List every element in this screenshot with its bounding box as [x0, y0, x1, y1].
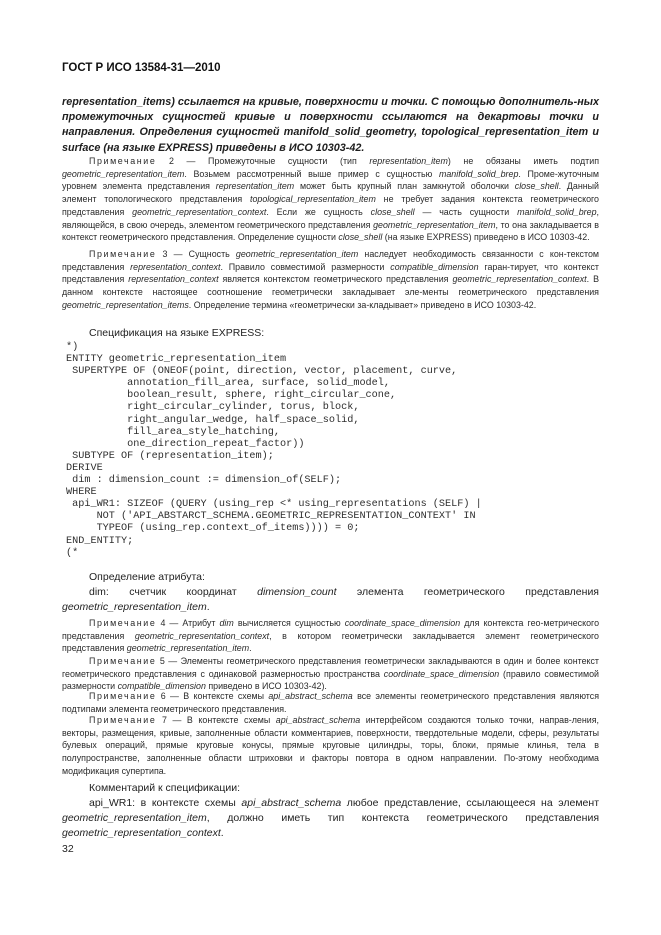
page-number: 32	[62, 843, 74, 855]
note-2: Примечание 2 — Промежуточные сущности (тип representation_item) не обязаны иметь подтип geometric_representation_item. Возьмем рассмотренный выше пример с сущностью manifold_solid_brep. Проме-жуточным уровнем элемента представления representation_item может быть крупный план замкнутой оболочки close_shell. Данный элемент топологического представления topological_representation_item не требует задания контекста геометрического представления geometric_representation_context. Если же сущность close_shell — часть сущности manifold_solid_brep, являющейся, в свою очередь, элементом геометрического представления geometric_representation_item, то она закладывается в контекст геометрического представления. Определение сущности close_shell (на языке EXPRESS) приведено в ИСО 10303-42.	[62, 156, 599, 243]
comments-heading: Комментарий к спецификации:	[89, 782, 241, 794]
intro-paragraph: representation_items) ссылается на кривые, поверхности и точки. С помощью дополнитель-ных промежуточных сущностей кривые и поверхности ссылаются на декартовы точки и направления. Определения сущностей manifold_solid_geometry, topological_representation_item и surface (на языке EXPRESS) приведены в ИСО 10303-42.	[62, 96, 599, 154]
standard-header: ГОСТ Р ИСО 13584-31—2010	[62, 62, 221, 74]
note-6: Примечание 6 — В контексте схемы api_abstract_schema все элементы геометрического представления являются подтипами элемента геометрического представления.	[62, 691, 600, 714]
attribute-heading: Определение атрибута:	[89, 571, 205, 583]
express-heading: Спецификация на языке EXPRESS:	[89, 327, 265, 339]
note-7: Примечание 7 — В контексте схемы api_abstract_schema интерфейсом создаются только точки, направ-ления, векторы, размещения, кривые, заполненные области комментариев, поверхности, твердотельные модели, сферы, результаты булевых операций, прямые круговые конусы, прямые круговые цилиндры, торы, блоки, прямые клинья, тела в полупространстве, заполненные области штриховки и факторы повтора в одном направлении. По-этому необходима модификация супертипа.	[62, 715, 599, 776]
comment-wr1: api_WR1: в контексте схемы api_abstract_schema любое представление, ссылающееся на элемент geometric_representation_item, должно иметь тип контекста геометрического представления geometric_representation_context.	[62, 797, 600, 839]
express-code-block: *) ENTITY geometric_representation_item SUPERTYPE OF (ONEOF(point, direction, vector, placement, curve, annotation_fill_area, surface, solid_model, boolean_result, sphere, right_circular_cone, right_circular_cylinder, torus, block, right_angular_wedge, half_space_solid, fill_area_style_hatching, one_direction_repeat_factor)) SUBTYPE OF (representation_item); DERIVE dim : dimension_count := dimension_of(SELF); WHERE api_WR1: SIZEOF (QUERY (using_rep <* using_representations (SELF) | NOT ('API_ABSTARCT_SCHEMA.GEOMETRIC_REPRESENTATION_CONTEXT' IN TYPEOF (using_rep.context_of_items)))) = 0; END_ENTITY; (*	[66, 342, 482, 559]
note-4: Примечание 4 — Атрибут dim вычисляется сущностью coordinate_space_dimension для контекста гео-метрического представления geometric_representation_context, в котором геометрически закладывается элемент геометрического представления geometric_representation_item.	[62, 618, 599, 654]
note-3: Примечание 3 — Сущность geometric_representation_item наследует необходимость связанности с кон-текстом представления representation_context. Правило совместимой размерности compatible_dimension гаран-тирует, что контекст представления representation_context является контекстом геометрического представления geometric_representation_context. В данном контексте настоящее соотношение геометрически закладывает эле-менты геометрического представления geometric_representation_items. Определение термина «геометрически за-кладывает» приведено в ИСО 10303-42.	[62, 249, 599, 310]
attribute-definition: dim: счетчик координат dimension_count элемента геометрического представления geometric_representation_item.	[62, 586, 599, 613]
note-5: Примечание 5 — Элементы геометрического представления геометрически закладываются в один и более контекст геометрического представления с одинаковой размерностью пространства coordinate_space_dimension (правило совместимой размерности compatible_dimension приведено в ИСО 10303-42).	[62, 656, 599, 692]
